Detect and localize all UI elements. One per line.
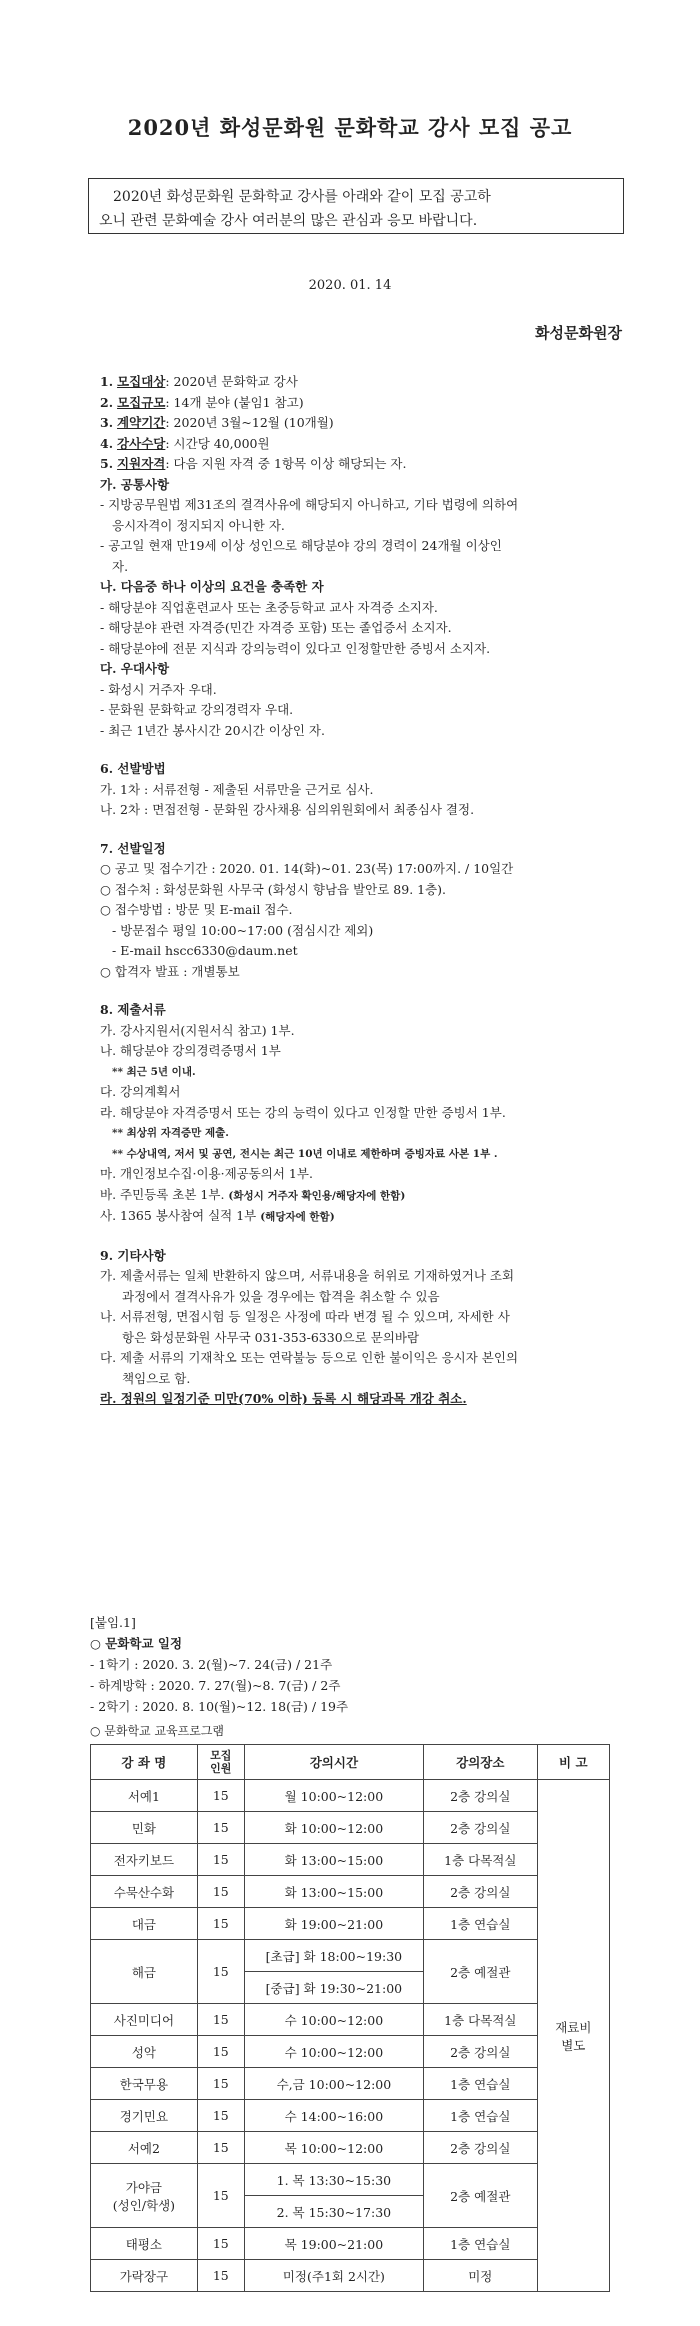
item-instructor-pay: 4. 강사수당: 시간당 40,000원	[100, 435, 270, 451]
other-note-line: 나. 서류전형, 면접시험 등 일정은 사정에 따라 변경 될 수 있으며, 자세한 사	[100, 1309, 510, 1324]
document-line: 나. 해당분야 강의경력증명서 1부	[100, 1043, 281, 1058]
item-recruit-size: 2. 모집규모: 14개 분야 (붙임1 참고)	[100, 394, 304, 410]
qual-common-line: 자.	[112, 558, 129, 574]
document-note: ** 최근 5년 이내.	[112, 1065, 196, 1078]
qual-req-line: - 해당분야 직업훈련교사 또는 초중등학교 교사 자격증 소지자.	[100, 599, 438, 615]
header-class-place: 강의장소	[423, 1745, 537, 1780]
course-name: 경기민요	[91, 2100, 198, 2132]
document-line: 다. 강의계획서	[100, 1084, 181, 1099]
qual-common-line: - 공고일 현재 만19세 이상 성인으로 해당분야 강의 경력이 24개월 이상인	[100, 538, 502, 553]
selection-schedule-head: 7. 선발일정	[100, 840, 166, 856]
course-place: 2층 강의실	[423, 1812, 537, 1844]
course-place: 미정	[423, 2260, 537, 2292]
course-time: 화 10:00~12:00	[244, 1812, 423, 1844]
qual-req-line: - 해당분야 관련 자격증(민간 자격증 포함) 또는 졸업증서 소지자.	[100, 620, 452, 635]
table-row	[91, 1940, 610, 1972]
table-row	[91, 2132, 610, 2164]
course-name: 가락장구	[91, 2260, 198, 2292]
course-name: 해금	[91, 1940, 198, 2004]
cancellation-note: 라. 정원의 일정기준 미만(70% 이하) 등록 시 해당과목 개강 취소.	[100, 1391, 467, 1406]
course-capacity: 15	[197, 1908, 244, 1940]
attachment-head: [붙임.1]	[90, 1615, 136, 1630]
course-place: 1층 연습실	[423, 2228, 537, 2260]
course-time: [초급] 화 18:00~19:30	[244, 1940, 423, 1972]
issuer-name: 화성문화원장	[535, 324, 622, 342]
table-row	[91, 2164, 610, 2196]
course-capacity: 15	[197, 2100, 244, 2132]
other-note-line: 항은 화성문화원 사무국 031-353-6330으로 문의바람	[122, 1329, 420, 1345]
qual-common-line: - 지방공무원법 제31조의 결격사유에 해당되지 아니하고, 기타 법령에 의하여	[100, 497, 519, 512]
course-name: 서예1	[91, 1780, 198, 1812]
qual-common-line: 응시자격이 정지되지 아니한 자.	[112, 517, 285, 533]
table-row	[91, 1876, 610, 1908]
qual-pref-line: - 최근 1년간 봉사시간 20시간 이상인 자.	[100, 722, 325, 738]
header-course-name: 강 좌 명	[91, 1745, 198, 1780]
term-line: - 2학기 : 2020. 8. 10(월)~12. 18(금) / 19주	[90, 1699, 349, 1714]
other-note-line: 다. 제출 서류의 기재착오 또는 연락불능 등으로 인한 불이익은 응시자 본인의	[100, 1350, 519, 1365]
item-contract-period: 3. 계약기간: 2020년 3월~12월 (10개월)	[100, 415, 334, 430]
table-row	[91, 1812, 610, 1844]
qual-common-head: 가. 공통사항	[100, 476, 170, 492]
course-capacity: 15	[197, 2036, 244, 2068]
course-time: 화 19:00~21:00	[244, 1908, 423, 1940]
table-row	[91, 1908, 610, 1940]
schedule-line: ○ 합격자 발표 : 개별통보	[100, 963, 240, 979]
table-row	[91, 2228, 610, 2260]
other-note-line: 과정에서 결격사유가 있을 경우에는 합격을 취소할 수 있음	[122, 1288, 440, 1304]
document-note: ** 수상내역, 저서 및 공연, 전시는 최근 10년 이내로 제한하며 증빙자료 사본 1부 .	[112, 1147, 498, 1160]
notice-body	[100, 372, 600, 1410]
other-note-line: 책임으로 함.	[122, 1370, 191, 1386]
course-capacity: 15	[197, 2260, 244, 2292]
course-capacity: 15	[197, 2004, 244, 2036]
course-place: 2층 예절관	[423, 2164, 537, 2228]
schedule-line: ○ 공고 및 접수기간 : 2020. 01. 14(화)~01. 23(목) 17:00까지. / 10일간	[100, 861, 514, 876]
other-note-line: 가. 제출서류는 일체 반환하지 않으며, 서류내용을 허위로 기재하였거나 조회	[100, 1268, 515, 1283]
table-row	[91, 2260, 610, 2292]
qual-pref-head: 다. 우대사항	[100, 661, 170, 676]
course-capacity: 15	[197, 2228, 244, 2260]
header-capacity: 모집 인원	[197, 1745, 244, 1780]
document-line: 사. 1365 봉사참여 실적 1부 (해당자에 한함)	[100, 1208, 335, 1223]
course-time: 2. 목 15:30~17:30	[244, 2196, 423, 2228]
term-line: - 하계방학 : 2020. 7. 27(월)~8. 7(금) / 2주	[90, 1678, 341, 1693]
course-name: 수묵산수화	[91, 1876, 198, 1908]
qual-req-head: 나. 다음중 하나 이상의 요건을 충족한 자	[100, 579, 324, 594]
course-name: 서예2	[91, 2132, 198, 2164]
course-time: 목 10:00~12:00	[244, 2132, 423, 2164]
course-capacity: 15	[197, 1876, 244, 1908]
term-line: - 1학기 : 2020. 3. 2(월)~7. 24(금) / 21주	[90, 1657, 333, 1672]
course-time: [중급] 화 19:30~21:00	[244, 1972, 423, 2004]
header-note: 비 고	[537, 1745, 609, 1780]
course-place: 2층 강의실	[423, 2132, 537, 2164]
course-place: 1층 연습실	[423, 2100, 537, 2132]
note-cell: 재료비 별도	[537, 1780, 609, 2292]
course-name: 사진미디어	[91, 2004, 198, 2036]
course-capacity: 15	[197, 1844, 244, 1876]
course-name: 가야금 (성인/학생)	[91, 2164, 198, 2228]
course-capacity: 15	[197, 1812, 244, 1844]
course-time: 수 10:00~12:00	[244, 2036, 423, 2068]
intro-box	[88, 178, 624, 234]
course-name: 성악	[91, 2036, 198, 2068]
course-place: 2층 강의실	[423, 1780, 537, 1812]
item-qualification: 5. 지원자격: 다음 지원 자격 중 1항목 이상 해당되는 자.	[100, 456, 407, 471]
qual-pref-line: - 화성시 거주자 우대.	[100, 681, 217, 697]
document-note: ** 최상위 자격증만 제출.	[112, 1127, 229, 1139]
course-place: 1층 연습실	[423, 2068, 537, 2100]
documents-head: 8. 제출서류	[100, 1002, 166, 1017]
table-row	[91, 1780, 610, 1812]
schedule-email: - E-mail hscc6330@daum.net	[112, 943, 298, 958]
document-line: 가. 강사지원서(지원서식 참고) 1부.	[100, 1022, 295, 1038]
table-header-row	[91, 1745, 610, 1780]
selection-method-head: 6. 선발방법	[100, 761, 166, 776]
document-line: 마. 개인정보수집·이용·제공동의서 1부.	[100, 1166, 313, 1181]
schedule-line: ○ 접수방법 : 방문 및 E-mail 접수.	[100, 902, 293, 917]
course-name: 한국무용	[91, 2068, 198, 2100]
qual-pref-line: - 문화원 문화학교 강의경력자 우대.	[100, 702, 294, 717]
intro-line-1: 2020년 화성문화원 문화학교 강사를 아래와 같이 모집 공고하	[113, 189, 491, 205]
attachment-schedule	[90, 1612, 610, 1717]
selection-method-line: 나. 2차 : 면접전형 - 문화원 강사채용 심의위원회에서 최종심사 결정.	[100, 802, 475, 817]
selection-method-line: 가. 1차 : 서류전형 - 제출된 서류만을 근거로 심사.	[100, 781, 374, 797]
course-time: 화 13:00~15:00	[244, 1844, 423, 1876]
schedule-line: - 방문접수 평일 10:00~17:00 (점심시간 제외)	[112, 922, 374, 938]
table-row	[91, 2036, 610, 2068]
course-place: 1층 다목적실	[423, 1844, 537, 1876]
course-capacity: 15	[197, 1940, 244, 2004]
program-title: ○ 문화학교 교육프로그램	[90, 1724, 225, 1738]
table-row	[91, 2004, 610, 2036]
document-line: 라. 해당분야 자격증명서 또는 강의 능력이 있다고 인정할 만한 증빙서 1부.	[100, 1104, 506, 1120]
course-place: 2층 예절관	[423, 1940, 537, 2004]
notice-date: 2020. 01. 14	[308, 278, 392, 293]
course-place: 2층 강의실	[423, 1876, 537, 1908]
course-place: 1층 다목적실	[423, 2004, 537, 2036]
course-time: 수 10:00~12:00	[244, 2004, 423, 2036]
course-name: 대금	[91, 1908, 198, 1940]
school-schedule-head: ○ 문화학교 일정	[90, 1636, 183, 1651]
course-name: 전자키보드	[91, 1844, 198, 1876]
program-table	[90, 1744, 610, 2292]
table-row	[91, 1844, 610, 1876]
course-time: 월 10:00~12:00	[244, 1780, 423, 1812]
course-place: 1층 연습실	[423, 1908, 537, 1940]
course-name: 태평소	[91, 2228, 198, 2260]
course-time: 목 19:00~21:00	[244, 2228, 423, 2260]
course-name: 민화	[91, 1812, 198, 1844]
course-capacity: 15	[197, 2068, 244, 2100]
course-time: 화 13:00~15:00	[244, 1876, 423, 1908]
course-time: 미정(주1회 2시간)	[244, 2260, 423, 2292]
course-capacity: 15	[197, 2132, 244, 2164]
table-row	[91, 2100, 610, 2132]
schedule-line: ○ 접수처 : 화성문화원 사무국 (화성시 향남읍 발안로 89. 1층).	[100, 881, 447, 897]
course-capacity: 15	[197, 2164, 244, 2228]
course-time: 수 14:00~16:00	[244, 2100, 423, 2132]
course-place: 2층 강의실	[423, 2036, 537, 2068]
course-time: 수,금 10:00~12:00	[244, 2068, 423, 2100]
table-row	[91, 2068, 610, 2100]
other-notes-head: 9. 기타사항	[100, 1247, 166, 1263]
course-capacity: 15	[197, 1780, 244, 1812]
notice-title: 2020년 화성문화원 문화학교 강사 모집 공고	[127, 115, 573, 140]
document-line: 바. 주민등록 초본 1부. (화성시 거주자 확인용/해당자에 한함)	[100, 1186, 406, 1202]
header-class-time: 강의시간	[244, 1745, 423, 1780]
item-recruit-target: 1. 모집대상: 2020년 문화학교 강사	[100, 374, 298, 389]
intro-line-2: 오니 관련 문화예술 강사 여러분의 많은 관심과 응모 바랍니다.	[99, 213, 478, 229]
course-time: 1. 목 13:30~15:30	[244, 2164, 423, 2196]
qual-req-line: - 해당분야에 전문 지식과 강의능력이 있다고 인정할만한 증빙서 소지자.	[100, 640, 491, 656]
